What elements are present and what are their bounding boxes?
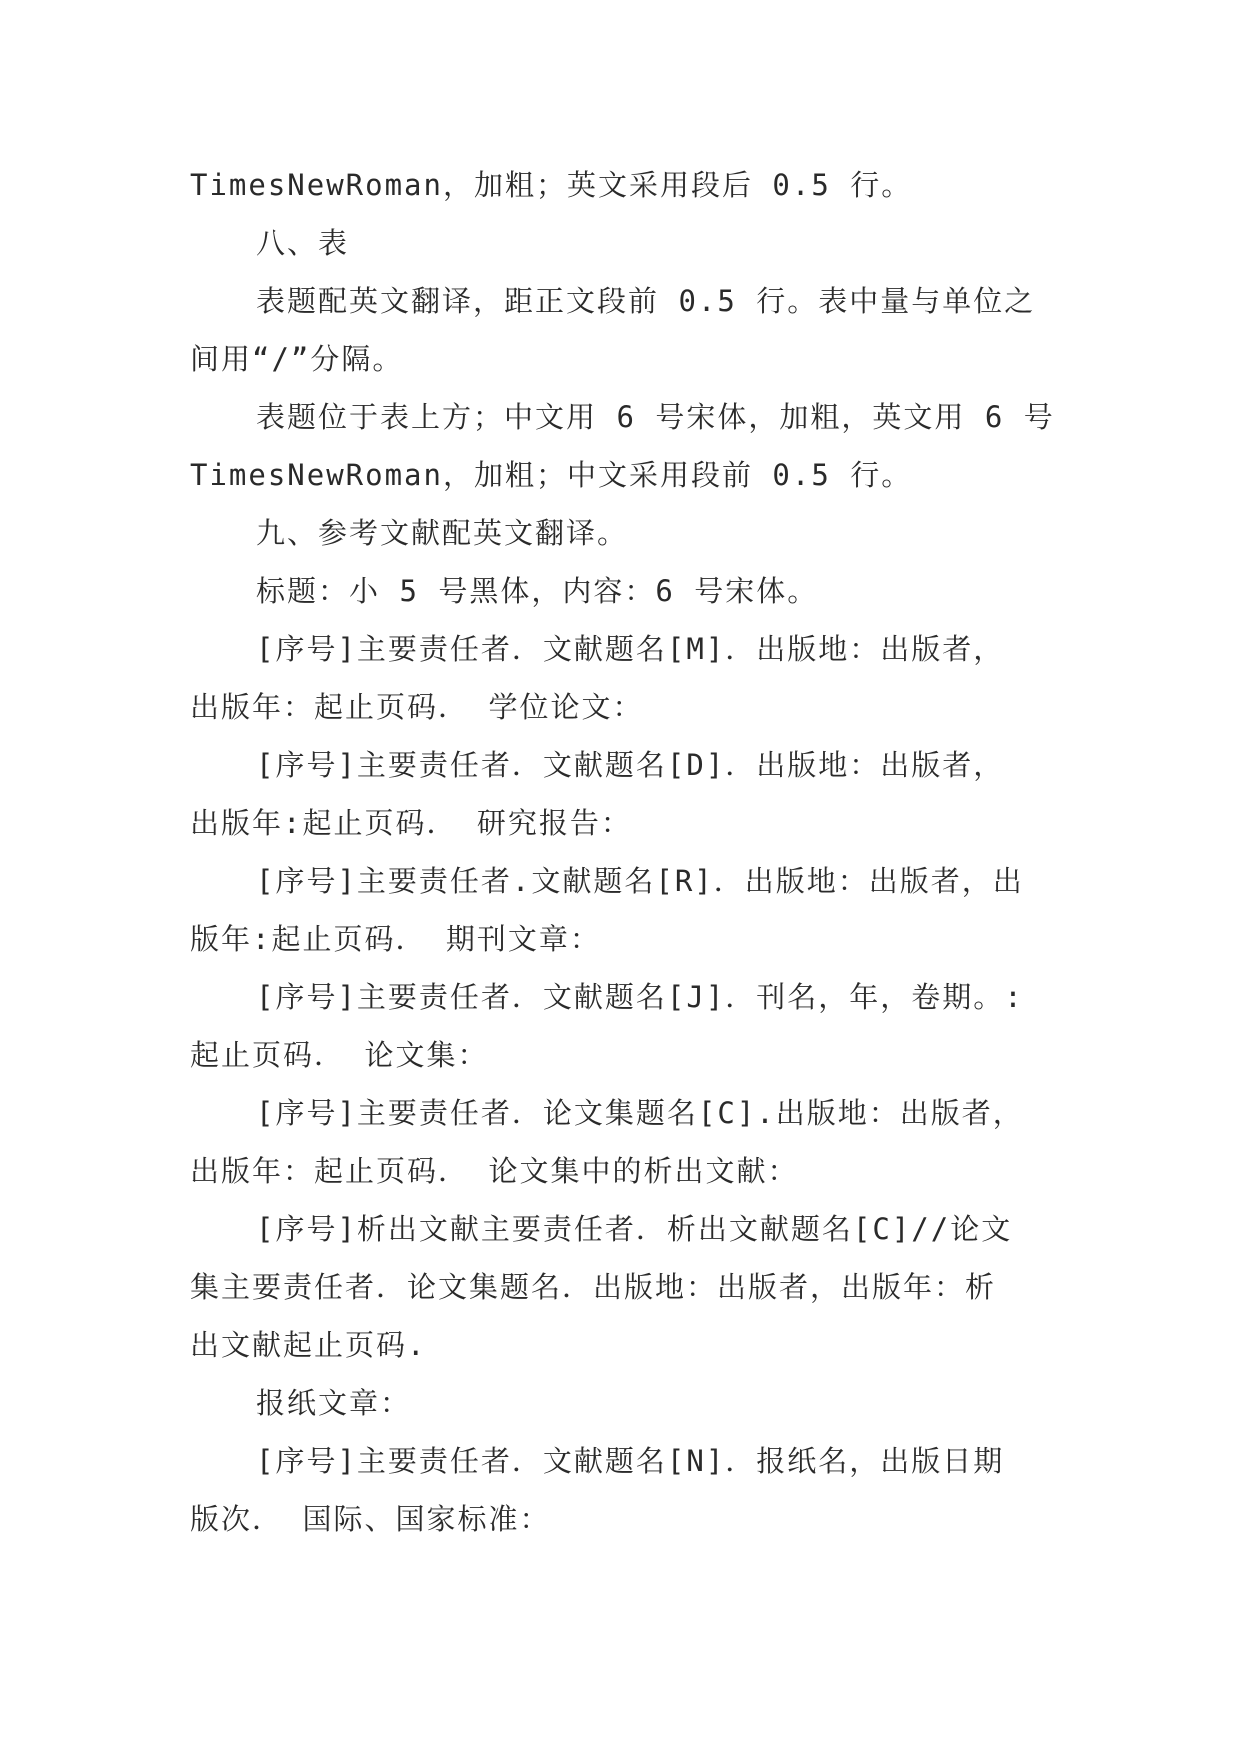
text-line: 起止页码． 论文集： bbox=[190, 1038, 489, 1072]
text-line: 出版年：起止页码． 学位论文： bbox=[190, 690, 644, 724]
text-line: 版次． 国际、国家标准： bbox=[190, 1502, 551, 1536]
text-line: 集主要责任者．论文集题名．出版地：出版者，出版年：析 bbox=[190, 1270, 997, 1304]
text-line: [序号]主要责任者．文献题名[D]．出版地：出版者， bbox=[256, 748, 1005, 782]
text-line: [序号]主要责任者．文献题名[M]．出版地：出版者， bbox=[256, 632, 1005, 666]
text-line: 出版年：起止页码． 论文集中的析出文献： bbox=[190, 1154, 799, 1188]
text-line: 报纸文章： bbox=[256, 1386, 412, 1420]
text-line: TimesNewRoman，加粗；中文采用段前 0.5 行。 bbox=[190, 458, 913, 492]
section-heading: 八、表 bbox=[256, 226, 350, 260]
text-line: TimesNewRoman，加粗；英文采用段后 0.5 行。 bbox=[190, 168, 913, 202]
text-line: 标题：小 5 号黑体，内容：6 号宋体。 bbox=[256, 574, 819, 608]
text-line: 出版年:起止页码． 研究报告： bbox=[190, 806, 632, 840]
text-line: [序号]主要责任者．文献题名[N]．报纸名，出版日期 bbox=[256, 1444, 1005, 1478]
text-line: 出文献起止页码. bbox=[190, 1328, 427, 1362]
text-line: [序号]主要责任者.文献题名[R]．出版地：出版者，出 bbox=[256, 864, 1024, 898]
text-line: 表题配英文翻译，距正文段前 0.5 行。表中量与单位之 bbox=[256, 284, 1036, 318]
text-line: [序号]主要责任者．文献题名[J]．刊名，年，卷期。: bbox=[256, 980, 1024, 1014]
text-line: 间用“/”分隔。 bbox=[190, 342, 404, 376]
section-heading: 九、参考文献配英文翻译。 bbox=[256, 516, 629, 550]
document-body bbox=[190, 156, 1060, 1548]
text-line: 版年:起止页码． 期刊文章： bbox=[190, 922, 601, 956]
text-line: [序号]主要责任者．论文集题名[C].出版地：出版者， bbox=[256, 1096, 1024, 1130]
text-line: 表题位于表上方；中文用 6 号宋体，加粗，英文用 6 号 bbox=[256, 400, 1055, 434]
text-line: [序号]析出文献主要责任者．析出文献题名[C]//论文 bbox=[256, 1212, 1013, 1246]
